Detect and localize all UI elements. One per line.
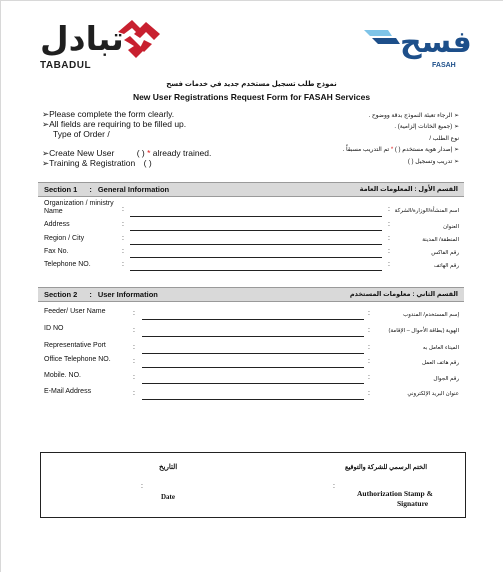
colon-telephone: : bbox=[122, 261, 124, 268]
colon-region-ar: : bbox=[388, 235, 390, 242]
order-type-label: Type of Order / bbox=[53, 129, 110, 139]
option-ar-new-user bbox=[343, 147, 459, 153]
order-type-label-ar: نوع الطلب / bbox=[429, 136, 459, 142]
email-input[interactable] bbox=[142, 399, 364, 400]
office-phone-input[interactable] bbox=[142, 367, 364, 368]
instruction-all-fields: ➢All fields are requiring to be filled up. bbox=[42, 119, 187, 129]
port-input[interactable] bbox=[142, 353, 364, 354]
organization-input[interactable] bbox=[130, 216, 382, 217]
field-label-address: Address bbox=[44, 221, 70, 228]
stamp-label-en-line2: Signature bbox=[397, 499, 429, 508]
stamp-label-en-line1: Authorization Stamp & bbox=[357, 489, 433, 498]
section-1-colon: : bbox=[89, 185, 92, 194]
field-label-organization-ar: اسم المنشأة/الوزارة/الشركة bbox=[394, 208, 459, 214]
date-label-ar: التاريخ bbox=[159, 463, 178, 471]
option-ar-training bbox=[408, 159, 459, 165]
colon-id: : bbox=[133, 327, 135, 334]
field-label-office-phone: Office Telephone NO. bbox=[44, 356, 111, 363]
colon-region: : bbox=[122, 235, 124, 242]
asterisk-mark-ar: * bbox=[390, 147, 394, 153]
stamp-label-ar: الختم الرسمي للشركة والتوقيع bbox=[345, 464, 428, 471]
mobile-input[interactable] bbox=[142, 383, 364, 384]
field-label-address-ar: العنوان bbox=[443, 224, 459, 230]
field-label-telephone-ar: رقم الهاتف bbox=[433, 263, 459, 269]
field-label-id-ar: الهوية (بطاقة الأحوال – الإقامة) bbox=[388, 328, 459, 334]
stamp-signature-area[interactable] bbox=[271, 479, 331, 509]
field-label-region-ar: المنطقة/ المدينة bbox=[422, 237, 459, 243]
section-2-title-en bbox=[44, 290, 158, 299]
telephone-input[interactable] bbox=[130, 270, 382, 271]
fasah-logo-english: FASAH bbox=[432, 62, 456, 69]
colon-mobile-ar: : bbox=[368, 374, 370, 381]
instruction-ar-complete: ➢ الرجاء تعبئة النموذج بدقة ووضوح . bbox=[368, 113, 459, 119]
section-1-name: General Information bbox=[97, 185, 170, 194]
section-2-number: Section 2 bbox=[44, 290, 78, 299]
field-label-user-name-ar: إسم المستخدم/ المندوب bbox=[403, 312, 459, 318]
date-label-en: Date bbox=[161, 493, 175, 501]
field-label-user-name: Feeder/ User Name bbox=[44, 308, 106, 315]
field-label-office-phone-ar: رقم هاتف العمل bbox=[421, 360, 459, 366]
field-label-fax-ar: رقم الفاكس bbox=[431, 250, 459, 256]
instruction-ar-all-fields: ➢ (جميع الخانات إلزامية) . bbox=[394, 124, 459, 130]
colon-office-phone-ar: : bbox=[368, 358, 370, 365]
section-1-title-en bbox=[44, 185, 169, 194]
colon-fax-ar: : bbox=[388, 248, 390, 255]
section-2-title-ar: القسم الثاني : معلومات المستخدم bbox=[349, 291, 458, 298]
field-label-email-ar: عنوان البريد الإلكتروني bbox=[407, 391, 459, 397]
stamp-signature-box bbox=[40, 452, 466, 518]
user-name-input[interactable] bbox=[142, 319, 364, 320]
fasah-logo-icon bbox=[362, 26, 402, 48]
already-trained-note: already trained. bbox=[152, 148, 212, 158]
tabadul-logo-arabic: تبادل bbox=[40, 20, 124, 57]
id-input[interactable] bbox=[142, 336, 364, 337]
instruction-complete-clearly: ➢Please complete the form clearly. bbox=[42, 109, 175, 119]
field-label-region: Region / City bbox=[44, 235, 85, 242]
training-registration-checkbox[interactable]: ( ) bbox=[143, 158, 152, 168]
field-label-telephone: Telephone NO. bbox=[44, 261, 91, 268]
colon-mobile: : bbox=[133, 374, 135, 381]
option-create-new-user bbox=[42, 149, 211, 158]
training-registration-label: ➢Training & Registration bbox=[42, 158, 136, 168]
training-checkbox-ar[interactable]: ( ) bbox=[407, 159, 414, 165]
field-label-fax: Fax No. bbox=[44, 248, 69, 255]
training-label-ar: ➢ تدريب وتسجيل bbox=[415, 159, 459, 165]
page-border-top bbox=[0, 0, 503, 1]
form-title-english: New User Registrations Request Form for FASAH Services bbox=[132, 92, 371, 102]
form-title-arabic: نموذج طلب تسجيل مستخدم جديد في خدمات فسح bbox=[166, 81, 337, 88]
colon-id-ar: : bbox=[368, 327, 370, 334]
colon-organization-ar: : bbox=[388, 206, 390, 213]
colon-email: : bbox=[133, 390, 135, 397]
stamp-colon: : bbox=[333, 483, 335, 490]
colon-telephone-ar: : bbox=[388, 261, 390, 268]
section-2-name: User Information bbox=[97, 290, 158, 299]
colon-address-ar: : bbox=[388, 221, 390, 228]
section-1-number: Section 1 bbox=[44, 185, 78, 194]
section-1-title-ar: القسم الأول : المعلومات العامة bbox=[359, 186, 458, 193]
colon-email-ar: : bbox=[368, 390, 370, 397]
colon-address: : bbox=[122, 221, 124, 228]
tabadul-logo-english: TABADUL bbox=[40, 60, 92, 71]
asterisk-mark: * bbox=[147, 148, 151, 158]
region-city-input[interactable] bbox=[130, 244, 382, 245]
colon-port-ar: : bbox=[368, 344, 370, 351]
create-new-user-checkbox[interactable]: ( ) bbox=[136, 148, 145, 158]
field-label-port-ar: الميناء العامل به bbox=[422, 345, 459, 351]
tabadul-logo-icon bbox=[114, 18, 162, 60]
section-1-header bbox=[38, 182, 464, 197]
option-training-registration bbox=[42, 159, 152, 168]
already-trained-note-ar: تم التدريب مسبقاً . bbox=[342, 147, 390, 153]
date-colon: : bbox=[141, 483, 143, 490]
section-2-colon: : bbox=[89, 290, 92, 299]
field-label-mobile-ar: رقم الجوال bbox=[433, 376, 459, 382]
field-label-email: E-Mail Address bbox=[44, 388, 92, 395]
colon-organization: : bbox=[122, 206, 124, 213]
colon-port: : bbox=[133, 344, 135, 351]
colon-fax: : bbox=[122, 248, 124, 255]
fax-input[interactable] bbox=[130, 257, 382, 258]
fasah-logo-arabic: فسح bbox=[400, 26, 472, 59]
create-new-user-label: ➢Create New User bbox=[42, 148, 115, 158]
field-label-port: Representative Port bbox=[44, 342, 106, 349]
colon-user-name: : bbox=[133, 310, 135, 317]
field-label-id: ID NO bbox=[44, 325, 64, 332]
new-user-label-ar: ➢ إصدار هوية مستخدم bbox=[402, 147, 459, 153]
colon-user-name-ar: : bbox=[368, 310, 370, 317]
new-user-checkbox-ar[interactable]: ( ) bbox=[394, 147, 401, 153]
field-label-mobile: Mobile. NO. bbox=[44, 372, 81, 379]
colon-office-phone: : bbox=[133, 358, 135, 365]
field-label-organization: Organization / ministry Name bbox=[44, 200, 114, 216]
address-input[interactable] bbox=[130, 230, 382, 231]
section-2-header bbox=[38, 287, 464, 302]
